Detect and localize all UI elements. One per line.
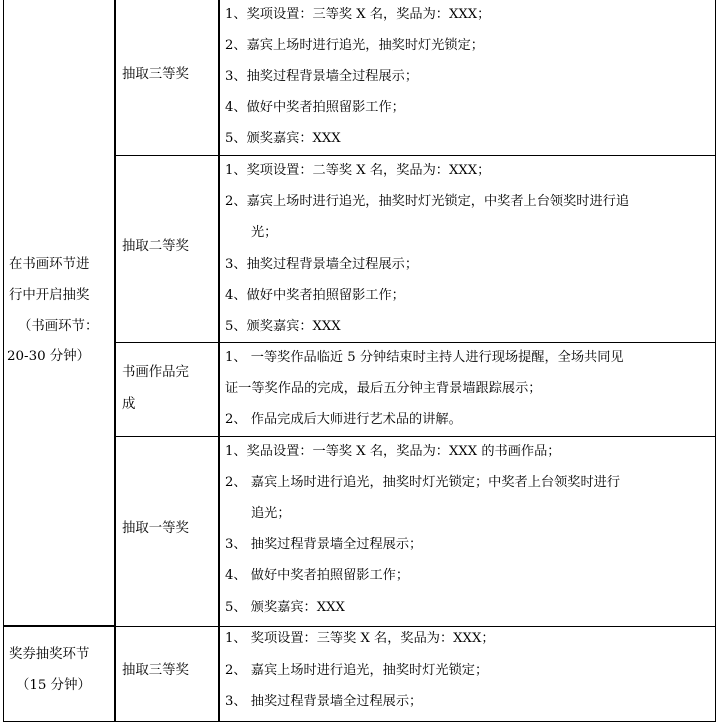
section-1-label-line: 20-30 分钟） [7,349,91,364]
row-4-item: 1、奖品设置：一等奖 X 名，奖品为：XXX 的书画作品； [225,444,561,459]
row-3-label-line: 书画作品完 [122,365,189,380]
row-4-content-cell [219,436,716,627]
row-4-item: 追光； [251,506,291,521]
row-3-item: 证一等奖作品的完成，最后五分钟主背景墙跟踪展示； [225,381,542,396]
section-2-label-line: 奖券抽奖环节 [9,647,90,662]
row-5-item: 2、 嘉宾上场时进行追光，抽奖时灯光锁定； [225,663,489,678]
section-1-label-line: 行中开启抽奖 [9,288,90,303]
row-3-label-line: 成 [122,397,136,412]
row-5-label: 抽取三等奖 [122,663,189,678]
row-2-item: 4、做好中奖者拍照留影工作； [225,288,405,303]
row-2-item: 光； [251,225,278,240]
row-3-item: 2、 作品完成后大师进行艺术品的讲解。 [225,412,462,427]
row-5-item: 1、 奖项设置：三等奖 X 名，奖品为：XXX； [225,631,495,646]
row-4-item: 3、 抽奖过程背景墙全过程展示； [225,537,423,552]
section-2-label-line: （15 分钟） [16,678,91,693]
row-1-label: 抽取三等奖 [122,67,189,82]
row-4-label: 抽取一等奖 [122,521,189,536]
section-2-label-cell [3,626,115,722]
row-1-item: 2、嘉宾上场时进行追光，抽奖时灯光锁定； [225,38,484,53]
row-1-item: 4、做好中奖者拍照留影工作； [225,100,405,115]
section-1-label-cell [3,0,115,626]
row-2-content-cell [219,155,716,343]
row-3-item: 1、 一等奖作品临近 5 分钟结束时主持人进行现场提醒，全场共同见 [225,350,624,365]
row-4-item: 5、 颁奖嘉宾：XXX [225,600,345,615]
row-4-item: 2、 嘉宾上场时进行追光，抽奖时灯光锁定；中奖者上台领奖时进行 [225,475,621,490]
row-2-item: 3、抽奖过程背景墙全过程展示； [225,257,419,272]
section-1-label-line: 在书画环节进 [9,257,90,272]
section-1-label-line: （书画环节： [18,319,99,334]
row-1-item: 3、抽奖过程背景墙全过程展示； [225,69,419,84]
row-3-label-cell [115,342,219,437]
row-2-item: 2、嘉宾上场时进行追光，抽奖时灯光锁定，中奖者上台领奖时进行追 [225,194,630,209]
row-5-item: 3、 抽奖过程背景墙全过程展示； [225,694,423,709]
row-2-item: 1、奖项设置：二等奖 X 名，奖品为：XXX； [225,163,491,178]
row-2-label: 抽取二等奖 [122,239,189,254]
row-1-item: 1、奖项设置：三等奖 X 名，奖品为：XXX； [225,7,491,22]
row-2-item: 5、颁奖嘉宾：XXX [225,319,341,334]
row-4-item: 4、 做好中奖者拍照留影工作； [225,568,410,583]
row-1-item: 5、颁奖嘉宾：XXX [225,131,341,146]
